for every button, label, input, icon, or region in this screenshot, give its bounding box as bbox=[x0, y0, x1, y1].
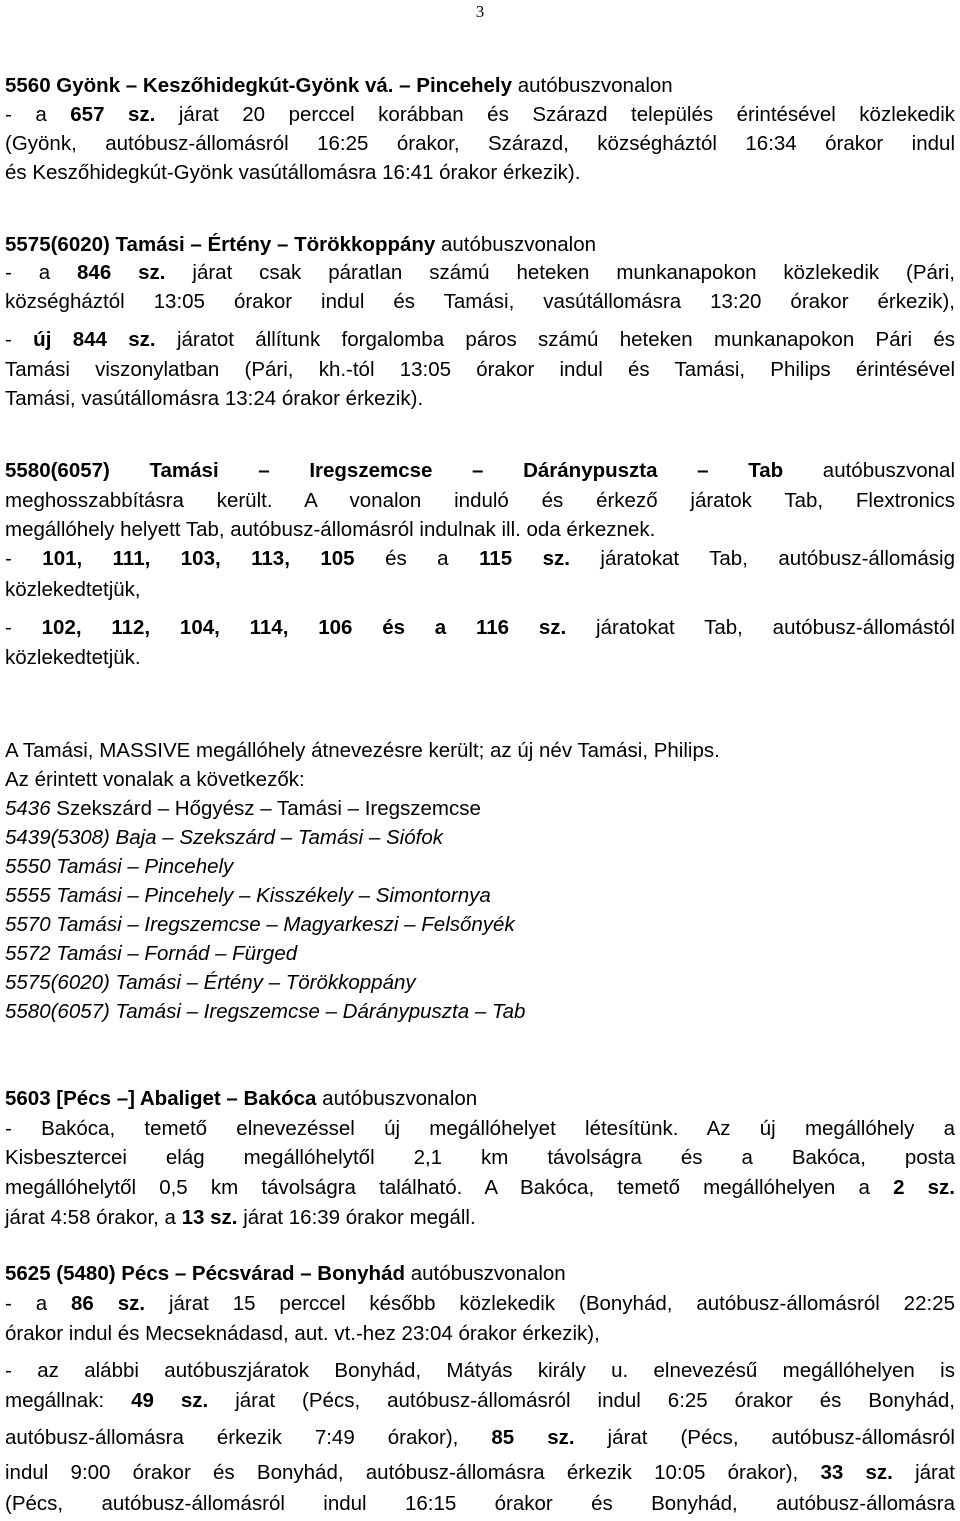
route-type: autóbuszvonalon bbox=[512, 74, 673, 97]
text: - a bbox=[5, 1292, 72, 1315]
route-title: 5580(6057) Tamási – Iregszemcse – Dáránypuszta – Tab bbox=[5, 459, 784, 482]
route-type: autóbuszvonalon bbox=[435, 233, 597, 256]
paragraph-line bbox=[5, 1424, 955, 1452]
text: és a bbox=[354, 547, 480, 570]
route-list-item bbox=[5, 853, 955, 881]
paragraph-line: Tamási, vasútállomásra 13:24 órakor érkezik). bbox=[5, 387, 424, 410]
trip-number: új 844 sz. bbox=[33, 328, 156, 351]
paragraph-line bbox=[5, 1459, 955, 1487]
trip-number: 657 sz. bbox=[70, 103, 156, 126]
paragraph-line bbox=[5, 1204, 955, 1232]
route-name: Szekszárd – Hőgyész – Tamási – Iregszemcse bbox=[50, 797, 481, 820]
trip-number: 846 sz. bbox=[77, 261, 166, 284]
text: autóbusz-állomásra érkezik 7:49 órakor), bbox=[5, 1426, 492, 1449]
paragraph-line bbox=[5, 545, 955, 573]
trip-number: 115 sz. bbox=[479, 547, 570, 570]
paragraph-line: A Tamási, MASSIVE megállóhely átnevezésre került; az új név Tamási, Philips. bbox=[5, 739, 720, 762]
paragraph-line: - az alábbi autóbuszjáratok Bonyhád, Mátyás király u. elnevezésű megállóhelyen is bbox=[5, 1359, 955, 1382]
text: megállóhelytől 0,5 km távolságra található. A Bakóca, temető megállóhelyen a bbox=[5, 1176, 894, 1199]
text: - a bbox=[5, 261, 78, 284]
text: járat bbox=[892, 1461, 955, 1484]
paragraph-line bbox=[5, 101, 955, 129]
text: - a bbox=[5, 103, 71, 126]
route-type: autóbuszvonal bbox=[783, 459, 956, 482]
paragraph-line: - Bakóca, temető elnevezéssel új megállóhelyet létesítünk. Az új megállóhely a bbox=[5, 1117, 955, 1140]
text: járat 4:58 órakor, a bbox=[5, 1206, 182, 1229]
route-list-item bbox=[5, 824, 955, 852]
route-list-item bbox=[5, 940, 955, 968]
route-type: autóbuszvonalon bbox=[316, 1087, 478, 1110]
paragraph-line: közlekedtetjük. bbox=[5, 646, 141, 669]
text: - bbox=[5, 328, 34, 351]
text: - bbox=[5, 616, 42, 639]
trip-numbers: 102, 112, 104, 114, 106 és a 116 sz. bbox=[41, 616, 567, 639]
paragraph-line: (Gyönk, autóbusz-állomásról 16:25 órakor, Szárazd, községháztól 16:34 órakor indul bbox=[5, 132, 955, 155]
text: indul 9:00 órakor és Bonyhád, autóbusz-állomásra érkezik 10:05 órakor), bbox=[5, 1461, 821, 1484]
text: járatokat Tab, autóbusz-állomásig bbox=[569, 547, 955, 570]
route-name: 5555 Tamási – Pincehely – Kisszékely – Simontornya bbox=[5, 884, 491, 907]
route-name: 5580(6057) Tamási – Iregszemcse – Dáránypuszta – Tab bbox=[5, 1000, 526, 1023]
trip-number: 13 sz. bbox=[181, 1206, 238, 1229]
trip-number: 86 sz. bbox=[71, 1292, 146, 1315]
text: járat 15 perccel később közlekedik (Bonyhád, autóbusz-állomásról 22:25 bbox=[145, 1292, 955, 1315]
text: járat csak páratlan számú heteken munkanapokon közlekedik (Pári, bbox=[165, 261, 955, 284]
paragraph-line: községháztól 13:05 órakor indul és Tamási, vasútállomásra 13:20 órakor érkezik), bbox=[5, 290, 955, 313]
text: járat 16:39 órakor megáll. bbox=[237, 1206, 476, 1229]
route-type: autóbuszvonalon bbox=[405, 1262, 566, 1285]
route-name: 5570 Tamási – Iregszemcse – Magyarkeszi – Felsőnyék bbox=[5, 913, 515, 936]
text: járat (Pécs, autóbusz-állomásról bbox=[574, 1426, 955, 1449]
text: megállnak: bbox=[5, 1389, 132, 1412]
paragraph-line: Tamási viszonylatban (Pári, kh.-tól 13:05 órakor indul és Tamási, Philips érintésével bbox=[5, 358, 955, 381]
text: járat 20 perccel korábban és Szárazd település érintésével közlekedik bbox=[155, 103, 956, 126]
paragraph-line: (Pécs, autóbusz-állomásról indul 16:15 órakor és Bonyhád, autóbusz-állomásra bbox=[5, 1492, 955, 1515]
section-heading bbox=[5, 457, 955, 485]
route-list-item bbox=[5, 969, 955, 997]
paragraph-line: és Keszőhidegkút-Gyönk vasútállomásra 16:41 órakor érkezik). bbox=[5, 161, 581, 184]
paragraph-line: meghosszabbításra került. A vonalon induló és érkező járatok Tab, Flextronics bbox=[5, 489, 955, 512]
text: járat (Pécs, autóbusz-állomásról indul 6:25 órakor és Bonyhád, bbox=[208, 1389, 955, 1412]
paragraph-line bbox=[5, 1387, 955, 1415]
route-list-item bbox=[5, 795, 955, 823]
paragraph-line bbox=[5, 1174, 955, 1202]
text: - bbox=[5, 547, 43, 570]
section-heading bbox=[5, 1260, 955, 1288]
trip-number: 49 sz. bbox=[131, 1389, 209, 1412]
route-list-item bbox=[5, 882, 955, 910]
paragraph-line: órakor indul és Mecseknádasd, aut. vt.-hez 23:04 órakor érkezik), bbox=[5, 1322, 600, 1345]
route-name: 5575(6020) Tamási – Értény – Törökkoppány bbox=[5, 971, 416, 994]
paragraph-line: Kisbesztercei elág megállóhelytől 2,1 km távolságra és a Bakóca, posta bbox=[5, 1146, 955, 1169]
paragraph-line: közlekedtetjük, bbox=[5, 578, 141, 601]
trip-numbers: 101, 111, 103, 113, 105 bbox=[42, 547, 355, 570]
section-heading bbox=[5, 72, 955, 100]
trip-number: 33 sz. bbox=[820, 1461, 893, 1484]
page-number: 3 bbox=[475, 2, 485, 21]
paragraph-line bbox=[5, 259, 955, 287]
trip-number: 2 sz. bbox=[893, 1176, 955, 1199]
route-list-item bbox=[5, 911, 955, 939]
paragraph-line: Az érintett vonalak a következők: bbox=[5, 768, 305, 791]
route-list-item bbox=[5, 998, 955, 1026]
route-number: 5436 bbox=[5, 797, 51, 820]
trip-number: 85 sz. bbox=[491, 1426, 575, 1449]
route-title: 5575(6020) Tamási – Értény – Törökkoppány bbox=[5, 233, 436, 256]
text: járatokat Tab, autóbusz-állomástól bbox=[566, 616, 955, 639]
paragraph-line: megállóhely helyett Tab, autóbusz-állomásról indulnak ill. oda érkeznek. bbox=[5, 518, 656, 541]
paragraph-line bbox=[5, 326, 955, 354]
route-title: 5603 [Pécs –] Abaliget – Bakóca bbox=[5, 1087, 317, 1110]
section-heading bbox=[5, 231, 955, 259]
section-heading bbox=[5, 1085, 955, 1113]
paragraph-line bbox=[5, 1290, 955, 1318]
route-title: 5560 Gyönk – Keszőhidegkút-Gyönk vá. – Pincehely bbox=[5, 74, 512, 97]
route-name: 5439(5308) Baja – Szekszárd – Tamási – Siófok bbox=[5, 826, 443, 849]
text: járatot állítunk forgalomba páros számú heteken munkanapokon Pári és bbox=[155, 328, 955, 351]
route-name: 5550 Tamási – Pincehely bbox=[5, 855, 234, 878]
route-name: 5572 Tamási – Fornád – Fürged bbox=[5, 942, 298, 965]
paragraph-line bbox=[5, 614, 955, 642]
route-title: 5625 (5480) Pécs – Pécsvárad – Bonyhád bbox=[5, 1262, 405, 1285]
